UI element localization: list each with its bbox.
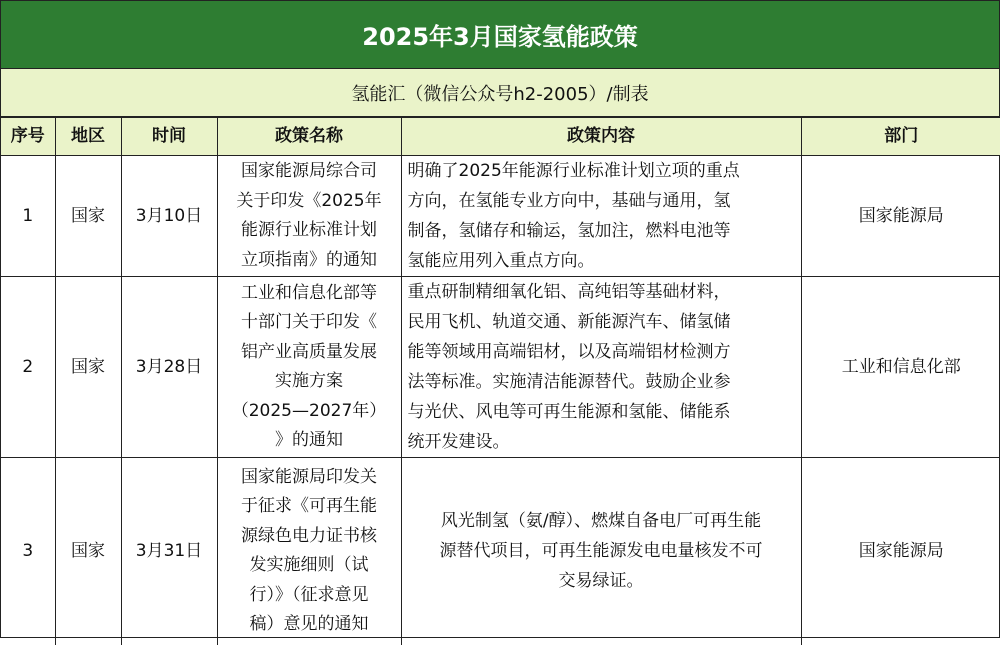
- policy-content-line: 制备，氢储存和输运，氢加注，燃料电池等: [407, 221, 731, 241]
- policy-content-line: 统开发建设。: [407, 432, 510, 452]
- cell-date: 3月10日: [121, 156, 217, 277]
- policy-name-line: 国家能源局印发关: [241, 466, 377, 487]
- cell-date: 3月31日: [121, 458, 217, 645]
- header-policy-name: 政策名称: [217, 118, 401, 156]
- policy-name-line: 铝产业高质量发展: [241, 341, 377, 362]
- policy-name-line: 实施方案: [275, 371, 343, 391]
- policy-name-line: 于征求《可再生能: [241, 496, 377, 517]
- header-policy-content: 政策内容: [401, 118, 801, 156]
- header-index: 序号: [1, 118, 55, 156]
- policy-content-line: 风光制氢（氨/醇）、燃煤自备电厂可再生能: [440, 511, 762, 532]
- table-row: [1, 458, 1000, 645]
- cell-policy-name: [217, 458, 401, 645]
- table-title: 2025年3月国家氢能政策: [1, 1, 999, 69]
- policy-name-line: 发实施细则（试: [249, 555, 369, 576]
- policy-content-line: 重点研制精细氧化铝、高纯铝等基础材料，: [407, 282, 731, 302]
- cell-department: 国家能源局: [801, 458, 1000, 645]
- policy-name-line: 立项指南》的通知: [241, 249, 377, 270]
- table-subtitle: 氢能汇（微信公众号h2-2005）/制表: [1, 69, 999, 117]
- cell-date: 3月28日: [121, 277, 217, 458]
- policy-content-line: 能等领域用高端铝材，以及高端铝材检测方: [407, 342, 731, 362]
- cell-index: 1: [1, 156, 55, 277]
- table-row: [1, 156, 1000, 277]
- policy-name-line: 》的通知: [275, 430, 343, 450]
- policy-content-line: 民用飞机、轨道交通、新能源汽车、储氢储: [407, 312, 731, 332]
- cell-policy-content: [401, 277, 801, 458]
- policy-content-line: 与光伏、风电等可再生能源和氢能、储能系: [407, 402, 731, 422]
- policy-name-line: 工业和信息化部等: [241, 282, 377, 303]
- cell-department: 国家能源局: [801, 156, 1000, 277]
- policy-name-line: 十部门关于印发《: [241, 312, 377, 332]
- header-region: 地区: [55, 118, 121, 156]
- cell-department: 工业和信息化部: [801, 277, 1000, 458]
- policy-content-line: 方向，在氢能专业方向中，基础与通用，氢: [407, 191, 731, 211]
- policy-content-line: 明确了2025年能源行业标准计划立项的重点: [407, 161, 740, 181]
- header-date: 时间: [121, 118, 217, 156]
- policy-name-line: （2025—2027年）: [231, 400, 387, 421]
- policy-content-line: 交易绿证。: [558, 571, 644, 592]
- cell-region: 国家: [55, 458, 121, 645]
- policy-content-line: 氢能应用列入重点方向。: [407, 251, 595, 271]
- header-department: 部门: [801, 118, 1000, 156]
- cell-region: 国家: [55, 156, 121, 277]
- cell-index: 3: [1, 458, 55, 645]
- policy-name-line: 关于印发《2025年: [236, 190, 382, 211]
- table-row: [1, 277, 1000, 458]
- cell-policy-name: [217, 156, 401, 277]
- header-row: [1, 118, 1000, 156]
- policy-content-line: 法等标准。实施清洁能源替代。鼓励企业参: [407, 372, 731, 392]
- cell-region: 国家: [55, 277, 121, 458]
- policy-name-line: 国家能源局综合司: [241, 161, 377, 181]
- policy-name-line: 源绿色电力证书核: [241, 525, 377, 546]
- cell-policy-name: [217, 277, 401, 458]
- policy-content-line: 源替代项目，可再生能源发电电量核发不可: [439, 541, 763, 562]
- policy-table: [1, 117, 1000, 645]
- policy-name-line: 稿）意见的通知: [249, 614, 369, 635]
- cell-policy-content: [401, 156, 801, 277]
- cell-index: 2: [1, 277, 55, 458]
- policy-name-line: 能源行业标准计划: [241, 220, 377, 240]
- cell-policy-content: [401, 458, 801, 645]
- policy-name-line: 行）》（征求意见: [249, 584, 369, 605]
